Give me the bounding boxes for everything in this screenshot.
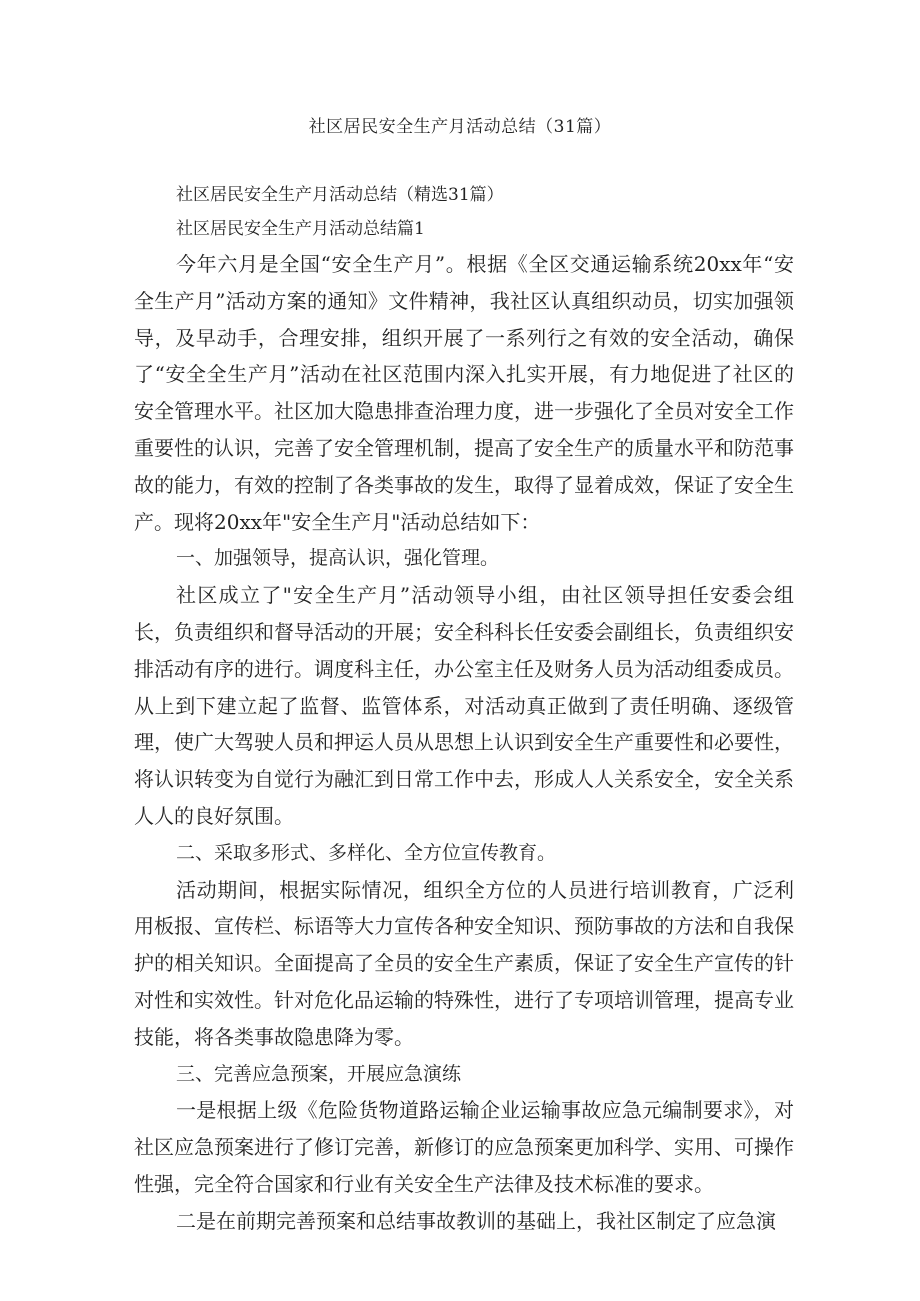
section-heading-2: 二、采取多形式、多样化、全方位宣传教育。: [176, 841, 557, 864]
document-body: [134, 178, 794, 1240]
paragraph-intro: 今年六月是全国“安全生产月”。根据《全区交通运输系统20xx年“安全生产月”活动方案的通知》文件精神，我社区认真组织动员，切实加强领导，及早动手，合理安排，组织开展了一系列行之有效的安全活动，确保了“安全全生产月”活动在社区范围内深入扎实开展，有力地促进了社区的安全管理水平。社区加大隐患排查治理力度，进一步强化了全员对安全工作重要性的认识，完善了安全管理机制，提高了安全生产的质量水平和防范事故的能力，有效的控制了各类事故的发生，取得了显着成效，保证了安全生产。现将20xx年"安全生产月"活动总结如下：: [134, 252, 794, 534]
chapter-heading: 社区居民安全生产月活动总结篇1: [176, 219, 425, 239]
document-title: 社区居民安全生产月活动总结（31篇）: [308, 117, 612, 137]
section-heading-1: 一、加强领导，提高认识，强化管理。: [176, 547, 500, 570]
paragraph-leadership: 社区成立了"安全生产月”活动领导小组，由社区领导担任安委会组长，负责组织和督导活动的开展；安全科科长任安委会副组长，负责组织安排活动有序的进行。调度科主任，办公室主任及财务人员为活动组委成员。从上到下建立起了监督、监管体系，对活动真正做到了责任明确、逐级管理，使广大驾驶人员和押运人员从思想上认识到安全生产重要性和必要性，将认识转变为自觉行为融汇到日常工作中去，形成人人关系安全，安全关系人人的良好氛围。: [134, 583, 794, 828]
paragraph-emergency-drill: 二是在前期完善预案和总结事故教训的基础上，我社区制定了应急演: [176, 1208, 776, 1233]
document-subtitle: 社区居民安全生产月活动总结（精选31篇）: [176, 185, 504, 205]
paragraph-education: 活动期间，根据实际情况，组织全方位的人员进行培训教育，广泛利用板报、宣传栏、标语等大力宣传各种安全知识、预防事故的方法和自我保护的相关知识。全面提高了全员的安全生产素质，保证了安全生产宣传的针对性和实效性。针对危化品运输的特殊性，进行了专项培训管理，提高专业技能，将各类事故隐患降为零。: [134, 877, 794, 1049]
section-heading-3: 三、完善应急预案，开展应急演练: [176, 1062, 462, 1085]
paragraph-emergency-plan: 一是根据上级《危险货物道路运输企业运输事故应急元编制要求》，对社区应急预案进行了修订完善，新修订的应急预案更加科学、实用、可操作性强，完全符合国家和行业有关安全生产法律及技术标准的要求。: [134, 1098, 794, 1196]
